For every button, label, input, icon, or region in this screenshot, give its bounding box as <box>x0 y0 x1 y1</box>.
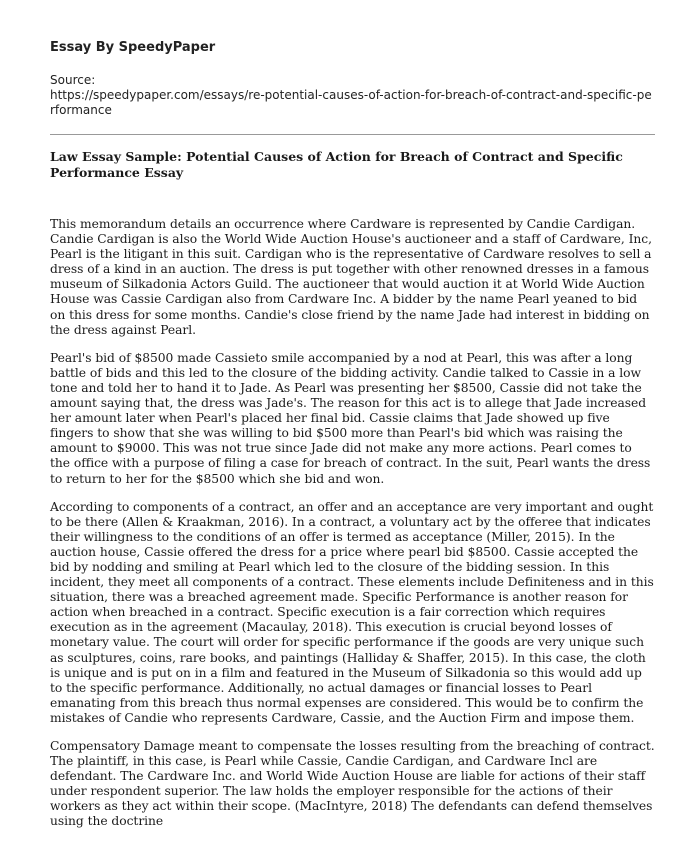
source-url[interactable]: https://speedypaper.com/essays/re-potential-causes-of-action-for-breach-of-contract-and-specific-performance <box>50 88 652 117</box>
essay-paragraph: Pearl's bid of $8500 made Cassieto smile accompanied by a nod at Pearl, this was after a long battle of bids and this led to the closure of the bidding activity. Candie talked to Cassie in a low tone and told her to hand it to Jade. As Pearl was presenting her $8500, Cassie did not take the amount saying that, the dress was Jade's. The reason for this act is to allege that Jade increased her amount later when Pearl's placed her final bid. Cassie claims that Jade showed up five fingers to show that she was willing to bid $500 more than Pearl's bid which was raising the amount to $9000. This was not true since Jade did not make any more actions. Pearl comes to the office with a purpose of filing a case for breach of contract. In the suit, Pearl wants the dress to return to her for the $8500 which she bid and won. <box>50 350 651 486</box>
divider <box>50 134 655 135</box>
essay-paragraph: According to components of a contract, an offer and an acceptance are very important and ought to be there (Allen & Kraakman, 2016). In a contract, a voluntary act by the offeree that indicates their willingness to the conditions of an offer is termed as acceptance (Miller, 2015). In the auction house, Cassie offered the dress for a price where pearl bid $8500. Cassie accepted the bid by nodding and smiling at Pearl which led to the closure of the bidding session. In this incident, they meet all components of a contract. These elements include Definiteness and in this situation, there was a breached agreement made. Specific Performance is another reason for action when breached in a contract. Specific execution is a fair correction which requires execution as in the agreement (Macaulay, 2018). This execution is crucial beyond losses of monetary value. The court will order for specific performance if the goods are very unique such as sculptures, coins, rare books, and paintings (Halliday & Shaffer, 2015). In this case, the cloth is unique and is put on in a film and featured in the Museum of Silkadonia so this would add up to the specific performance. Additionally, no actual damages or financial losses to Pearl emanating from this breach thus normal expenses are considered. This would be to confirm the mistakes of Candie who represents Cardware, Cassie, and the Auction Firm and impose them. <box>50 499 654 725</box>
document-page <box>50 40 655 843</box>
header-title: Essay By SpeedyPaper <box>50 40 216 55</box>
essay-paragraph: This memorandum details an occurrence where Cardware is represented by Candie Cardigan. Candie Cardigan is also the World Wide Auction House's auctioneer and a staff of Cardware, Inc, Pearl is the litigant in this suit. Cardigan who is the representative of Cardware resolves to sell a dress of a kind in an auction. The dress is put together with other renowned dresses in a famous museum of Silkadonia Actors Guild. The auctioneer that would auction it at World Wide Auction House was Cassie Cardigan also from Cardware Inc. A bidder by the name Pearl yeaned to bid on this dress for some months. Candie's close friend by the name Jade had interest in bidding on the dress against Pearl. <box>50 217 652 337</box>
essay-title: Law Essay Sample: Potential Causes of Action for Breach of Contract and Specific Performance Essay <box>50 149 623 180</box>
source-label: Source: <box>50 73 96 87</box>
essay-paragraph: Compensatory Damage meant to compensate the losses resulting from the breaching of contract. The plaintiff, in this case, is Pearl while Cassie, Candie Cardigan, and Cardware Incl are defendant. The Cardware Inc. and World Wide Auction House are liable for actions of their staff under respondent superior. The law holds the employer responsible for the actions of their workers as they act within their scope. (MacIntyre, 2018) The defendants can defend themselves using the doctrine <box>50 739 655 829</box>
